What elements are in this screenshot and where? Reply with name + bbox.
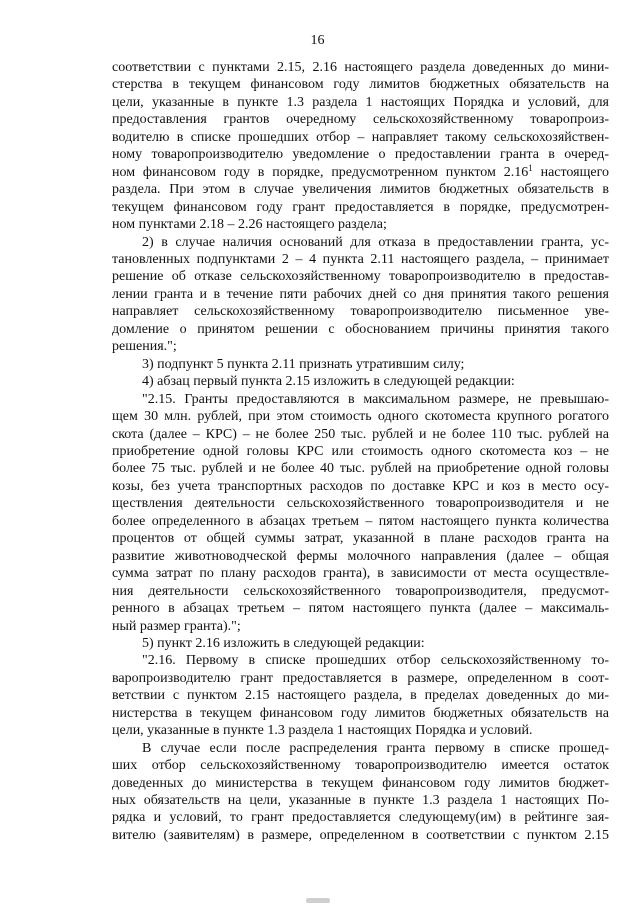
text-line: направляет сельскохозяйственному товаропроизводителю письменное уве- (112, 304, 609, 320)
text-line: более 75 тыс. рублей и не более 40 тыс. рублей на приобретение одной головы (112, 461, 609, 477)
text-line: козы, без учета транспортных расходов по доставке КРС и коз в место осу- (112, 478, 609, 494)
text-line: ном пунктами 2.18 – 2.26 настоящего раздела; (112, 217, 387, 233)
text-line: решение об отказе сельскохозяйственному товаропроизводителю в предостав- (112, 269, 609, 285)
text-line: развитие животноводческой фермы молочного направления (далее – общая (112, 548, 609, 564)
text-line: 5) пункт 2.16 изложить в следующей редакции: (142, 635, 425, 651)
paragraph-item-2 (112, 234, 609, 356)
paragraph-2-16 (112, 652, 609, 739)
text-line: водителю в списке прошедших отбор – направляет такому сельскохозяйствен- (112, 129, 609, 145)
text-line: ных обязательств на цели, указанные в пункте 1.3 раздела 1 настоящих По- (112, 793, 609, 809)
text-line: домление о принятом решении с обоснованием причины принятия такого (112, 321, 609, 337)
text-line: рядка и условий, то грант предоставляется следующему(им) в рейтинге зая- (112, 810, 609, 826)
paragraph-2-15 (112, 391, 609, 635)
text-line: 3) подпункт 5 пункта 2.11 признать утратившим силу; (142, 356, 465, 372)
text-line: предоставления грантов очередному сельскохозяйственному товаропроиз- (112, 112, 609, 128)
scan-artifact (306, 898, 330, 903)
text-line: ния деятельности сельскохозяйственного товаропроизводителя, предусмот- (112, 583, 609, 599)
text-line: ших отбор сельскохозяйственному товаропроизводителю имеется остаток (112, 758, 609, 774)
paragraph-item-5 (112, 635, 609, 652)
text-line: ный размер гранта)."; (112, 618, 241, 634)
text-line: "2.15. Гранты предоставляются в максимальном размере, не превышаю- (142, 391, 609, 407)
text-line: стерства в текущем финансовом году лимитов бюджетных обязательств на (112, 77, 609, 93)
paragraph-item-4 (112, 373, 609, 390)
text-line: приобретение одной головы КРС или стоимость одного скотоместа коз – не (112, 443, 609, 459)
text-line: варопроизводителю грант предоставляется в размере, определенном в соот- (112, 670, 609, 686)
text-line: лении гранта и в течение пяти рабочих дней со дня принятия такого решения (112, 286, 609, 302)
paragraph-item-3 (112, 356, 609, 373)
footnote-superscript: 1 (528, 162, 533, 173)
text-line: доведенных до министерства в текущем финансовом году лимитов бюджет- (112, 775, 609, 791)
text-line: щем 30 млн. рублей, при этом стоимость одного скотоместа крупного рогатого (112, 409, 609, 425)
text-line: ному товаропроизводителю уведомление о предоставлении гранта в очеред- (112, 147, 609, 163)
text-line: более определенного в абзацах третьем – пятом настоящего пункта количества (112, 513, 609, 529)
text-line: 2) в случае наличия оснований для отказа в предоставлении гранта, ус- (142, 234, 609, 250)
text-line: процентов от общей суммы затрат, указанной в плане расходов гранта на (112, 531, 609, 547)
text-line-part: ном финансовом году в порядке, предусмотренном пунктом 2.16 (112, 164, 529, 180)
text-line: В случае если после распределения гранта первому в списке прошед- (142, 740, 609, 756)
text-line: ветствии с пунктом 2.15 настоящего раздела, в пределах доведенных до ми- (112, 688, 609, 704)
text-line: ществления деятельности сельскохозяйственного товаропроизводителя и не (112, 496, 609, 512)
paragraph-2-16-continued (112, 740, 609, 845)
text-line: ренного в абзацах третьем – пятом настоящего пункта (далее – максималь- (112, 601, 609, 617)
paragraph-continuation (112, 59, 609, 234)
text-line: тановленных подпунктами 2 – 4 пункта 2.11 настоящего раздела, – принимает (112, 251, 609, 267)
page-number: 16 (310, 33, 325, 48)
text-line: нистерства в текущем финансовом году лимитов бюджетных обязательств на (112, 705, 609, 721)
text-line: цели, указанные в пункте 1.3 раздела 1 настоящих Порядка и условий. (112, 723, 533, 739)
text-line: "2.16. Первому в списке прошедших отбор сельскохозяйственному то- (142, 653, 609, 669)
text-line: скота (далее – КРС) – не более 250 тыс. рублей и не более 110 тыс. рублей на (112, 426, 609, 442)
text-line: раздела. При этом в случае увеличения лимитов бюджетных обязательств в (112, 182, 609, 198)
text-line: сумма затрат по плану расходов гранта), в зависимости от места осуществле- (112, 566, 609, 582)
document-body (112, 59, 609, 844)
text-line: текущем финансовом году грант предоставляется в порядке, предусмотрен- (112, 199, 609, 215)
text-line: цели, указанные в пункте 1.3 раздела 1 настоящих Порядка и условий, для (112, 94, 609, 110)
text-line: 4) абзац первый пункта 2.15 изложить в следующей редакции: (142, 374, 515, 390)
text-line: решения."; (112, 339, 177, 355)
text-line-part: настоящего (532, 164, 609, 180)
text-line: вителю (заявителям) в размере, определенном в соответствии с пунктом 2.15 (112, 827, 609, 843)
text-line (112, 164, 609, 181)
text-line: соответствии с пунктами 2.15, 2.16 настоящего раздела доведенных до мини- (112, 60, 609, 75)
